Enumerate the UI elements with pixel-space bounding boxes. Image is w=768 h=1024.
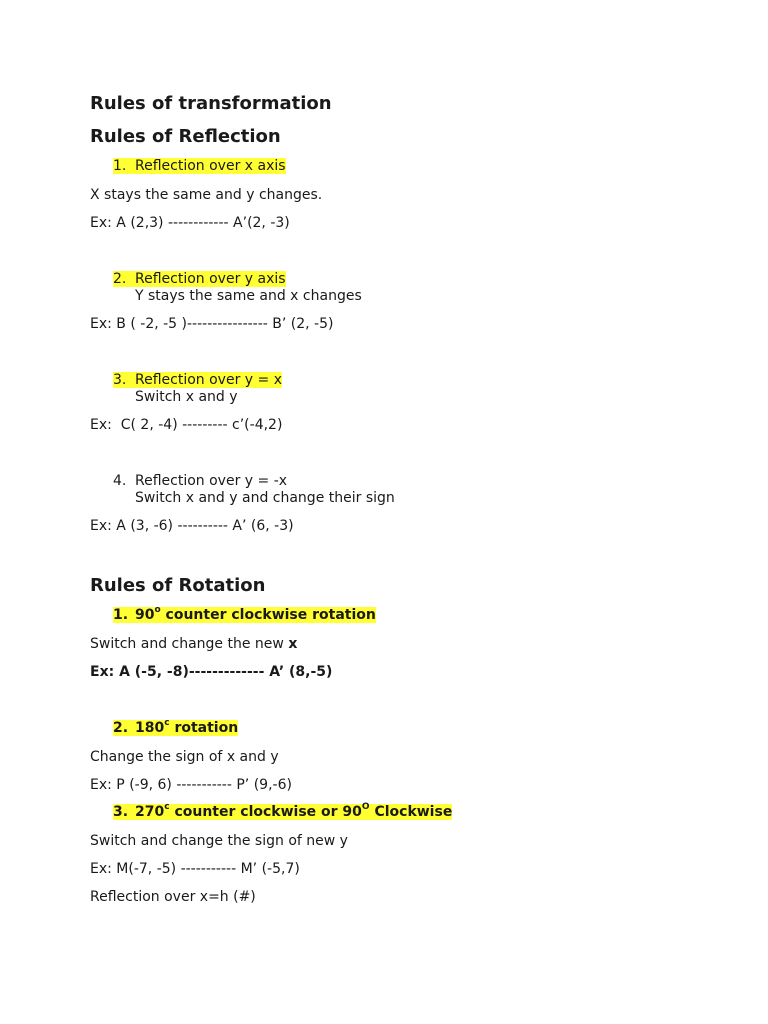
reflection-heading: Rules of Reflection	[90, 126, 281, 147]
rule-number: 1.	[113, 158, 127, 174]
rule-number: 2.	[113, 271, 127, 287]
rotation-rule-2-desc: Change the sign of x and y	[90, 749, 279, 765]
rotation-rule-3	[113, 804, 452, 821]
reflection-rule-2-note: Y stays the same and x changes	[135, 288, 362, 304]
rotation-rule-1	[113, 607, 376, 624]
degree-mark: O	[361, 802, 370, 813]
rule-degree: 270	[135, 804, 165, 820]
reflection-rule-2	[113, 271, 286, 288]
rule-label: Reflection over y = -x	[135, 473, 288, 489]
reflection-rule-3-note: Switch x and y	[135, 389, 238, 405]
degree-mark: c	[164, 802, 170, 813]
reflection-rule-4-note: Switch x and y and change their sign	[135, 490, 395, 506]
reflection-rule-3-example: Ex: C( 2, -4) --------- c’(-4,2)	[90, 417, 283, 433]
rule-degree: 180	[135, 720, 165, 736]
rule-label: counter clockwise or 90	[169, 804, 362, 820]
reflection-rule-1-desc: X stays the same and y changes.	[90, 187, 323, 203]
rule-number: 4.	[113, 473, 127, 489]
reflection-rule-4-example: Ex: A (3, -6) ---------- A’ (6, -3)	[90, 518, 294, 534]
rotation-rule-3-example: Ex: M(-7, -5) ----------- M’ (-5,7)	[90, 861, 300, 877]
rule-degree: 90	[135, 607, 155, 623]
rule-label: Reflection over y = x	[135, 372, 282, 388]
rule-number: 3.	[113, 372, 127, 388]
rule-label: Reflection over y axis	[135, 271, 286, 287]
rule-label: Reflection over x axis	[135, 158, 286, 174]
rotation-rule-1-example: Ex: A (-5, -8)------------- A’ (8,-5)	[90, 664, 333, 680]
reflection-over-x-h: Reflection over x=h (#)	[90, 889, 256, 905]
rotation-heading: Rules of Rotation	[90, 575, 266, 596]
rule-label: rotation	[169, 720, 239, 736]
rule-number: 2.	[113, 720, 129, 736]
reflection-rule-4	[113, 473, 287, 490]
reflection-rule-1-example: Ex: A (2,3) ------------ A’(2, -3)	[90, 215, 290, 231]
desc-text: Switch and change the new	[90, 636, 289, 652]
rule-number: 1.	[113, 607, 129, 623]
page-title: Rules of transformation	[90, 93, 332, 114]
reflection-rule-2-example: Ex: B ( -2, -5 )---------------- B’ (2, -5)	[90, 316, 334, 332]
degree-mark: c	[164, 718, 170, 729]
reflection-rule-3	[113, 372, 282, 389]
desc-bold-text: x	[288, 636, 298, 652]
rule-label-suffix: Clockwise	[369, 804, 453, 820]
rule-number: 3.	[113, 804, 129, 820]
rule-label: counter clockwise rotation	[160, 607, 376, 623]
degree-mark: o	[154, 605, 161, 616]
rotation-rule-1-desc	[90, 636, 297, 653]
rotation-rule-3-desc: Switch and change the sign of new y	[90, 833, 348, 849]
reflection-rule-1	[113, 158, 286, 175]
rotation-rule-2	[113, 720, 238, 737]
rotation-rule-2-example: Ex: P (-9, 6) ----------- P’ (9,-6)	[90, 777, 292, 793]
